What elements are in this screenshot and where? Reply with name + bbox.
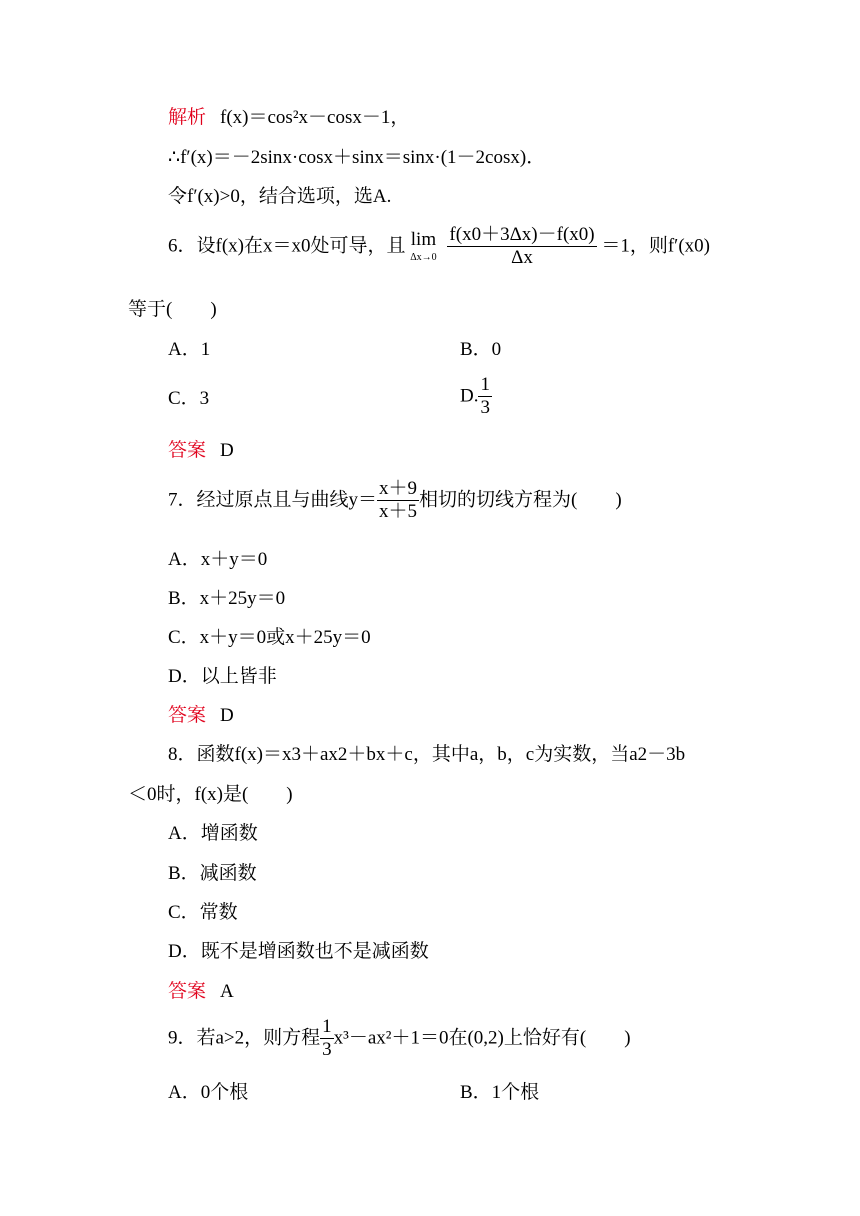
q9-option-b: B．1个根 [460,1082,540,1103]
q9-stem-start: 9．若a>2，则方程 [168,1027,321,1049]
q9-fraction-denominator: 3 [322,1039,332,1060]
q7-option-b: B．x＋25y＝0 [168,588,286,609]
q8-answer [168,980,234,1004]
q6-option-d [460,374,492,424]
q6-stem-end: ＝1，则f′(x0) [601,235,710,257]
q6-stem-continued: 等于( ) [128,299,217,320]
analysis-line-1 [168,106,409,130]
q6-stem-start: 6．设f(x)在x＝x0处可导，且 [168,235,406,257]
q7-answer-value: D [220,705,234,726]
analysis-label: 解析 [168,107,207,128]
q6-answer-value: D [220,440,234,461]
q6-answer [168,439,234,463]
q6-fraction-denominator: Δx [511,247,533,268]
analysis-line-3: 令f′(x)>0，结合选项，选A. [168,186,392,207]
q7-option-c: C．x＋y＝0或x＋25y＝0 [168,627,371,648]
q8-stem-continued: ＜0时，f(x)是( ) [128,784,293,805]
q6-option-d-numerator: 1 [480,374,490,395]
q7-option-a: A．x＋y＝0 [168,549,268,570]
q7-option-d: D．以上皆非 [168,666,277,687]
q7-fraction-denominator: x＋5 [379,501,418,522]
q7-fraction-numerator: x＋9 [379,478,418,499]
q9-stem-end: x³－ax²＋1＝0在(0,2)上恰好有( ) [333,1027,631,1049]
q7-stem-start: 7．经过原点且与曲线y＝ [168,489,378,511]
q6-fraction [447,224,596,269]
q6-option-d-denominator: 3 [480,397,490,418]
analysis-line-2: ∴f′(x)＝－2sinx·cosx＋sinx＝sinx·(1－2cosx)． [168,147,546,168]
q9-fraction-numerator: 1 [322,1016,332,1037]
q6-answer-label: 答案 [168,440,207,461]
q6-option-d-fraction [478,374,492,419]
q6-option-b: B．0 [460,339,502,360]
analysis-text-1: f(x)＝cos²x－cosx－1， [220,107,410,128]
q6-stem [168,224,710,280]
q9-fraction [320,1016,334,1061]
q7-stem [168,478,622,530]
q6-option-d-prefix: D. [460,385,479,407]
q6-limit-subscript: Δx→0 [410,251,437,263]
q7-stem-end: 相切的切线方程为( ) [419,489,622,511]
q8-option-a: A．增函数 [168,823,258,844]
q8-answer-label: 答案 [168,981,207,1002]
q7-answer-label: 答案 [168,705,207,726]
q9-stem [168,1016,631,1066]
q8-answer-value: A [220,981,234,1002]
q8-stem: 8．函数f(x)＝x3＋ax2＋bx＋c，其中a，b，c为实数，当a2－3b [168,744,686,765]
q8-option-d: D．既不是增函数也不是减函数 [168,941,429,962]
q7-fraction [377,478,419,523]
q6-fraction-numerator: f(x0＋3Δx)－f(x0) [449,224,595,245]
q6-option-a: A．1 [168,339,211,360]
q9-option-a: A．0个根 [168,1082,249,1103]
q8-option-b: B．减函数 [168,863,257,884]
q8-option-c: C．常数 [168,902,238,923]
q6-limit-word: lim [410,228,437,250]
q6-option-c: C．3 [168,388,210,409]
q7-answer [168,704,234,728]
q6-limit [410,229,436,265]
